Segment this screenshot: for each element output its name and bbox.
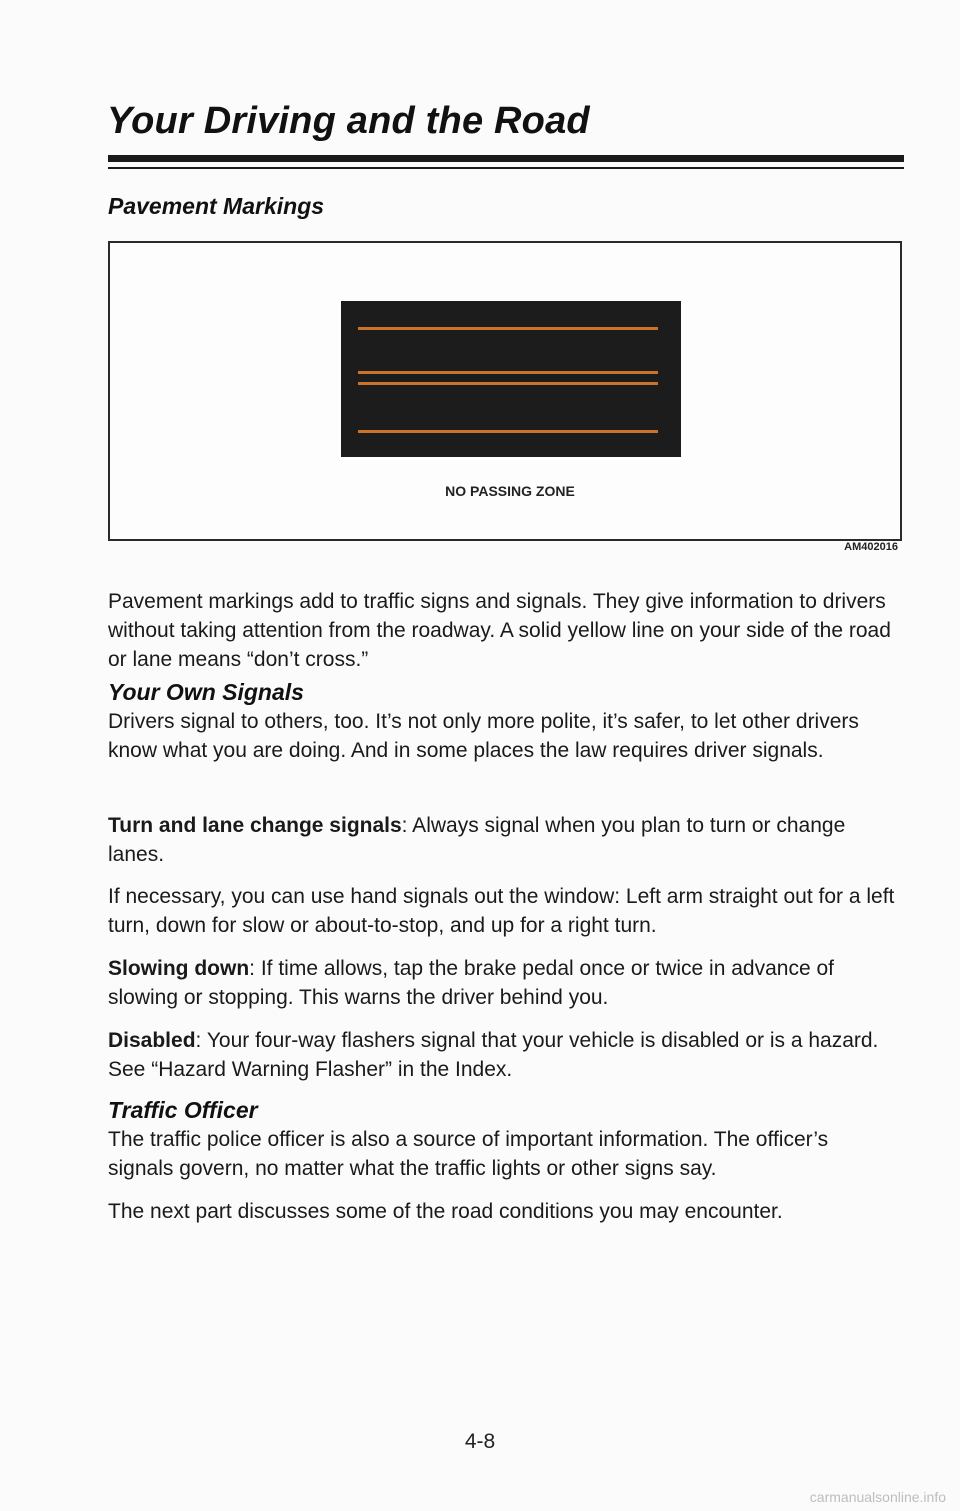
disabled-label: Disabled	[108, 1029, 196, 1052]
slowing-down-text: : If time allows, tap the brake pedal once or twice in advance of slowing or stopping. This warns the driver behind you.	[108, 957, 834, 1009]
subheading-own-signals: Your Own Signals	[108, 679, 304, 705]
chapter-title: Your Driving and the Road	[107, 100, 590, 142]
road-diagram	[341, 301, 681, 457]
paragraph-slowing-down	[108, 954, 898, 1012]
header-rule-thin	[108, 167, 904, 169]
figure-caption: NO PASSING ZONE	[445, 483, 575, 499]
road-line-bottom	[358, 430, 658, 433]
header-rule-thick	[108, 155, 904, 162]
figure-code: AM402016	[844, 541, 898, 553]
paragraph-hand-signals: If necessary, you can use hand signals out the window: Left arm straight out for a left turn, down for slow or about-to-stop, and up for a right turn.	[108, 885, 895, 937]
paragraph-pavement: Pavement markings add to traffic signs and signals. They give information to drivers without taking attention from the roadway. A solid yellow line on your side of the road or lane means “don’t cross.”	[108, 590, 891, 671]
paragraph-next-part: The next part discusses some of the road conditions you may encounter.	[108, 1200, 783, 1223]
paragraph-disabled	[108, 1026, 898, 1084]
subheading-traffic-officer: Traffic Officer	[108, 1097, 258, 1123]
disabled-text: : Your four-way flashers signal that your vehicle is disabled or is a hazard. See “Hazard Warning Flasher” in the Index.	[108, 1029, 879, 1081]
paragraph-traffic-officer: The traffic police officer is also a source of important information. The officer’s signals govern, no matter what the traffic lights or other signs say.	[108, 1128, 829, 1180]
slowing-down-label: Slowing down	[108, 957, 250, 980]
figure-box	[108, 241, 902, 541]
road-line-middle-b	[358, 382, 658, 385]
road-line-top	[358, 327, 658, 330]
road-line-middle-a	[358, 371, 658, 374]
page-number: 4-8	[464, 1430, 496, 1453]
turn-signals-label: Turn and lane change signals	[108, 814, 402, 837]
turn-signals-text: : Always signal when you plan to turn or change lanes.	[108, 814, 846, 866]
paragraph-turn-signals	[108, 811, 898, 869]
paragraph-own-signals: Drivers signal to others, too. It’s not only more polite, it’s safer, to let other drivers know what you are doing. And in some places the law requires driver signals.	[108, 710, 859, 762]
watermark: carmanualsonline.info	[809, 1489, 946, 1505]
section-heading: Pavement Markings	[108, 193, 325, 219]
